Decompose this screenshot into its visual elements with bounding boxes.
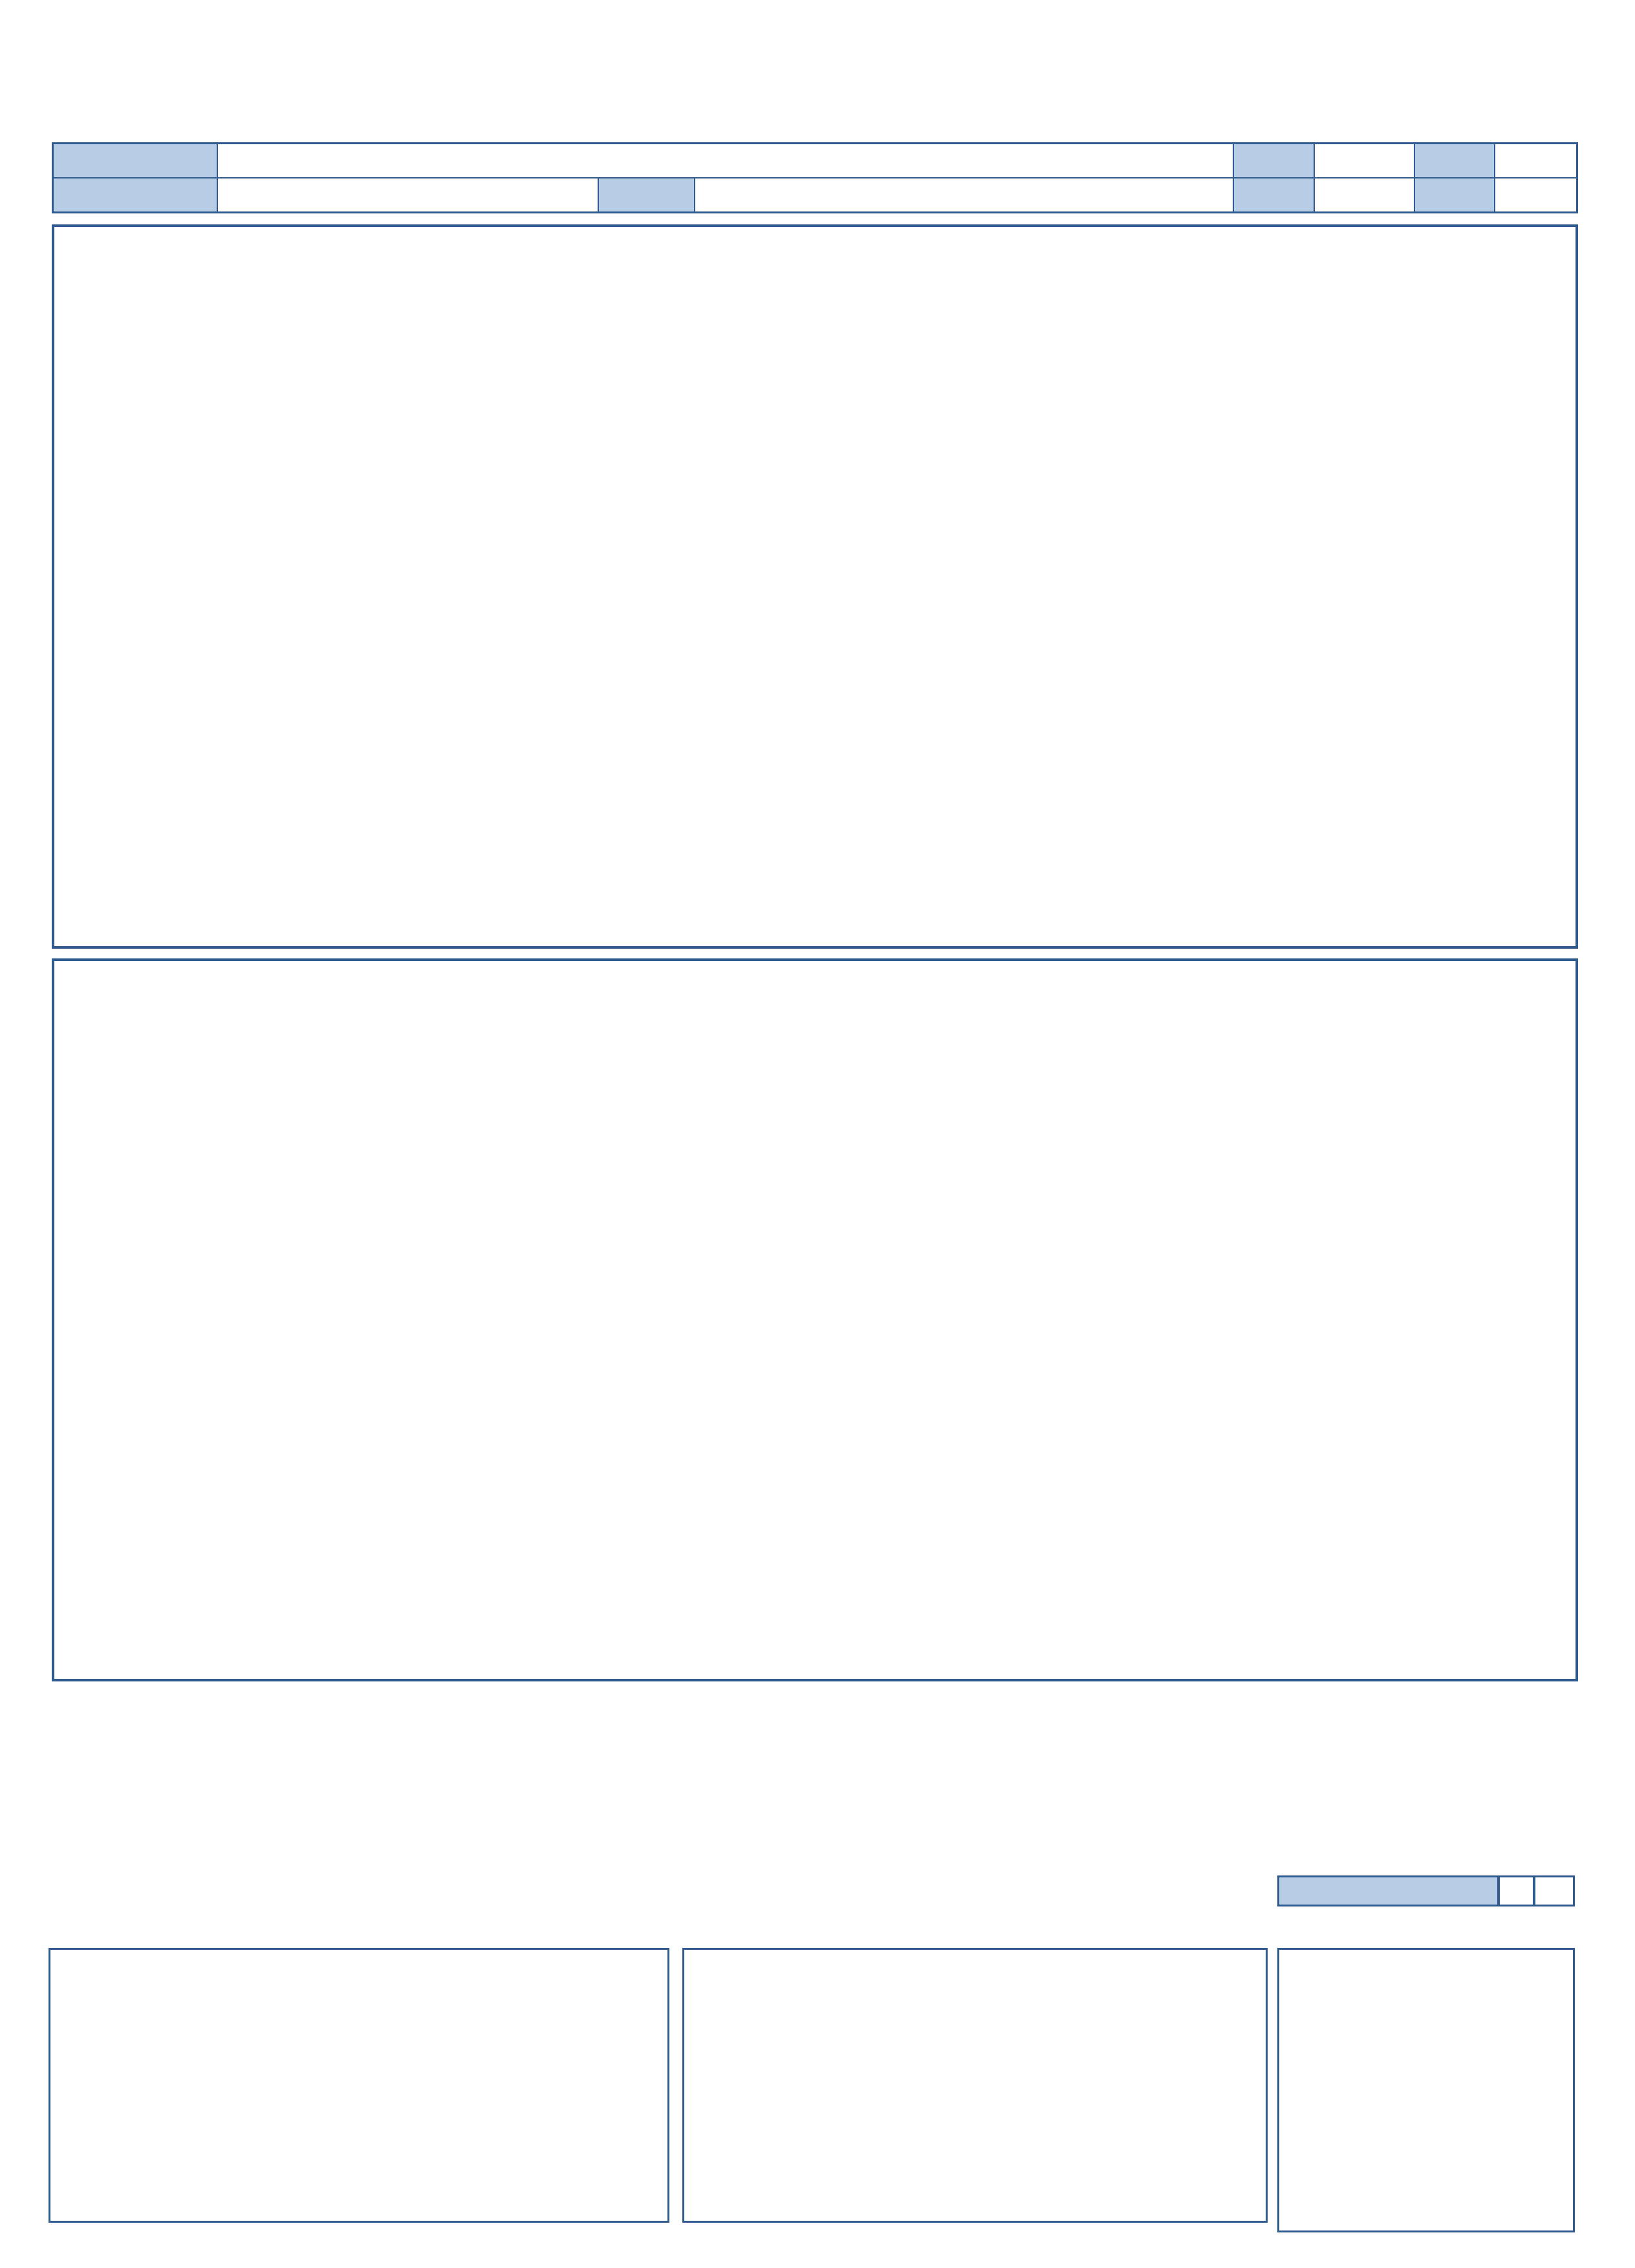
officials-right	[682, 1948, 1268, 2223]
stats-section	[49, 1694, 1588, 1940]
notes-no[interactable]	[1534, 1877, 1573, 1905]
signatures-block	[1277, 1948, 1575, 2232]
place-label	[54, 178, 218, 211]
date-label	[1234, 144, 1315, 177]
arena-value	[695, 178, 1234, 211]
officials-left	[49, 1948, 669, 2223]
team-a-block	[52, 224, 1578, 949]
spectators-value	[1495, 178, 1576, 211]
date-value	[1315, 144, 1415, 177]
notes-yes[interactable]	[1499, 1877, 1534, 1905]
competition-value	[218, 144, 1234, 177]
time-label	[1234, 178, 1315, 211]
notes-label	[1279, 1877, 1499, 1905]
arena-label	[599, 178, 696, 211]
game-label	[1415, 144, 1496, 177]
spectators-label	[1415, 178, 1496, 211]
notes-box	[1277, 1875, 1575, 1906]
time-value	[1315, 178, 1415, 211]
game-value	[1495, 144, 1576, 177]
team-b-block	[52, 958, 1578, 1681]
match-header	[52, 142, 1578, 213]
place-value	[218, 178, 598, 211]
competition-label	[54, 144, 218, 177]
